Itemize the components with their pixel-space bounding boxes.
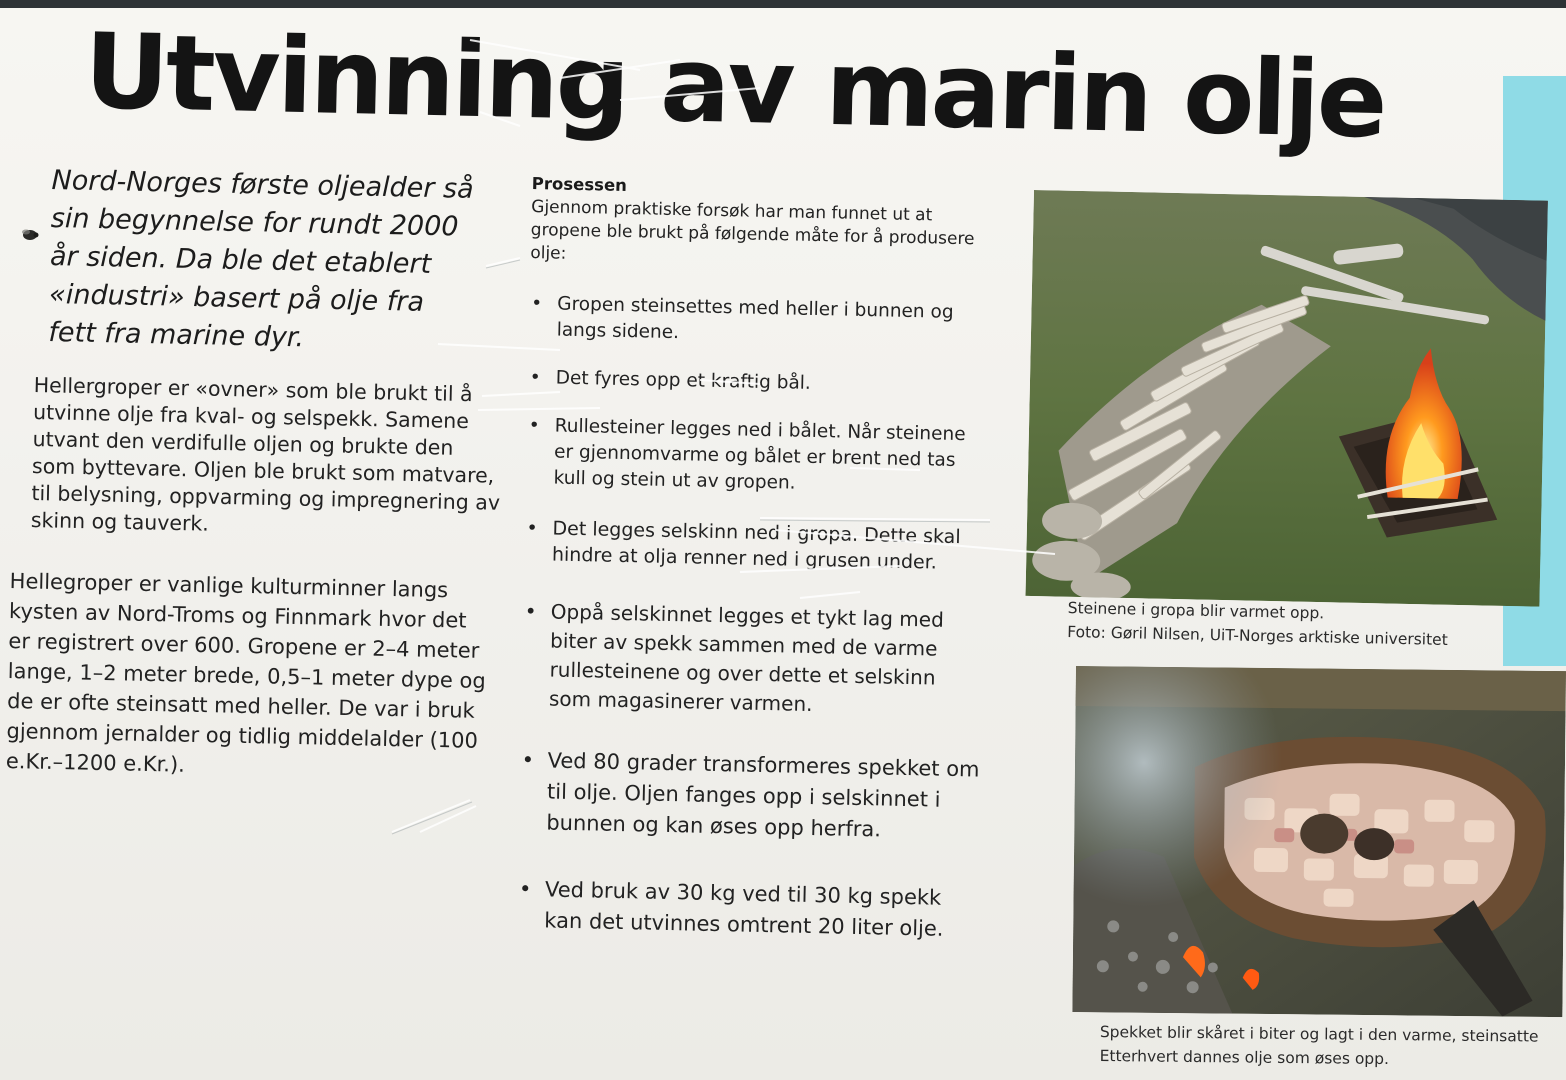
photo-heated-stones-caption — [1067, 596, 1449, 652]
bullet: • — [528, 414, 540, 437]
fly-icon — [20, 228, 40, 242]
bullet: • — [531, 293, 543, 315]
step-text: Ved 80 grader transformeres spekket om til olje. Oljen fanges opp i selskinnet i bunnen og kan øses opp herfra. — [546, 748, 980, 842]
step-text: Ved bruk av 30 kg ved til 30 kg spekk kan det utvinnes omtrent 20 liter olje. — [544, 877, 944, 941]
process-step — [525, 413, 987, 501]
process-step — [521, 597, 983, 723]
paragraph-hellergroper: Hellergroper er «ovner» som ble brukt til å utvinne olje fra kval- og selspekk. Samene utvant den verdifulle oljen og brukte den som byttevare. Oljen ble brukt som matvare, til belysning, oppvarming og impregnering av skinn og tauverk. — [30, 372, 501, 536]
photo-blubber-pit-illustration — [1072, 666, 1566, 1017]
step-text: Rullesteiner legges ned i bålet. Når steinene er gjennomvarme og bålet er brent ned tas kull og stein ut av gropen. — [553, 415, 966, 494]
process-step — [518, 745, 980, 848]
bullet: • — [526, 516, 538, 540]
step-text: Det fyres opp et kraftig bål. — [555, 367, 812, 394]
page-title: Utvinning av marin olje — [83, 9, 1386, 162]
process-intro: Gjennom praktiske forsøk har man funnet ut at gropene ble brukt på følgende måte for å produsere olje: — [530, 196, 975, 264]
step-text: Oppå selskinnet legges et tykt lag med biter av spekk sammen med de varme rullesteinene og over dette et selskinn som magasinerer varmen. — [548, 599, 945, 716]
process-step — [516, 874, 977, 946]
photo-blubber-pit — [1072, 666, 1566, 1017]
caption-line: Spekket blir skåret i biter og lagt i den varme, steinsatte — [1099, 1022, 1539, 1046]
intro-text: Nord-Norges første oljealder så sin begynnelse for rundt 2000 år siden. Da ble det etablert «industri» basert på olje fra fett fra marine dyr. — [48, 164, 474, 354]
caption-line: Steinene i gropa blir varmet opp. — [1067, 598, 1325, 623]
caption-line: Etterhvert dannes olje som øses opp. — [1099, 1046, 1390, 1069]
step-text: Det legges selskinn ned i gropa. Dette skal hindre at olja renner ned i grusen under. — [551, 517, 961, 574]
photo-credit: Foto: Gøril Nilsen, UiT-Norges arktiske universitet — [1067, 622, 1448, 649]
bullet: • — [518, 876, 532, 902]
process-step — [524, 515, 985, 577]
process-step — [528, 291, 989, 353]
bullet: • — [529, 366, 541, 389]
photo-blubber-pit-caption — [1099, 1020, 1565, 1073]
photo-heated-stones — [1025, 190, 1547, 607]
sign-frame-top — [0, 0, 1566, 8]
process-step — [527, 365, 987, 401]
bullet: • — [521, 747, 535, 773]
paragraph-hellegroper: Hellegroper er vanlige kulturminner langs kysten av Nord-Troms og Finnmark hvor det er registrert over 600. Gropene er 2–4 meter lange, 1–2 meter brede, 0,5–1 meter dype og de er ofte steinsatt med heller. De var i bruk gjennom jernalder og tidlig middelalder (100 e.Kr.–1200 e.Kr.). — [5, 568, 486, 777]
process-section — [516, 172, 992, 945]
step-text: Gropen steinsettes med heller i bunnen og langs sidene. — [556, 293, 954, 344]
photo-heated-stones-illustration — [1025, 190, 1547, 607]
bullet: • — [524, 598, 537, 624]
process-heading: Prosessen — [531, 173, 628, 195]
